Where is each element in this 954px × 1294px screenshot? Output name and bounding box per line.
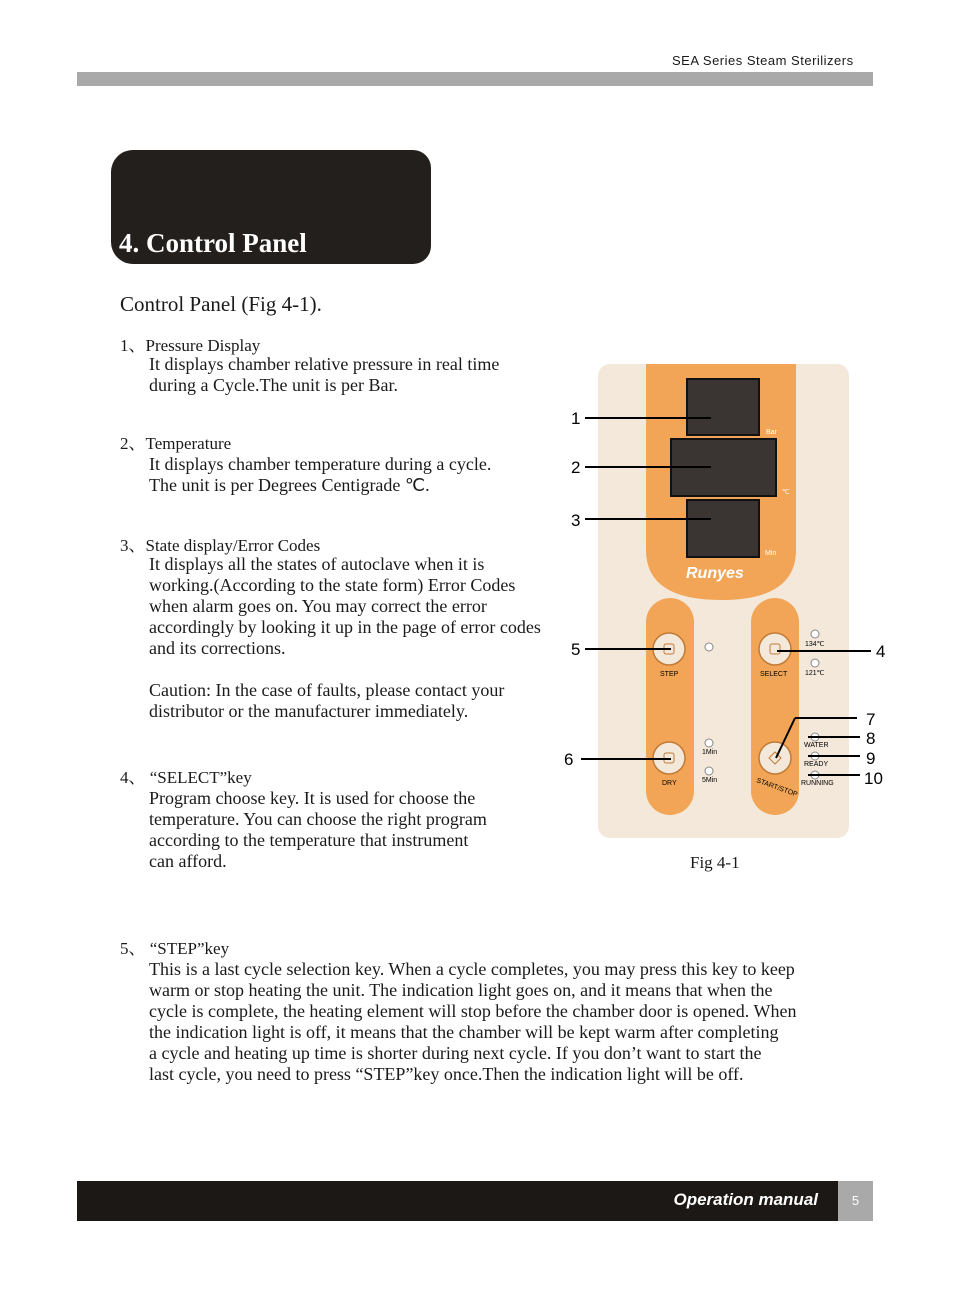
callout-1: 1: [571, 409, 581, 428]
134-indicator-led: [811, 630, 819, 638]
start-stop-key-label: START/STOP: [755, 777, 799, 799]
unit-min-label: Min: [765, 550, 777, 557]
svg-text:5Min: 5Min: [702, 777, 718, 784]
svg-text:134℃: 134℃: [805, 641, 825, 648]
item-3-body: It displays all the states of autoclave when it is working.(According to the state form) Error Codes when alarm goes on. You may correct the error accordingly by looking it up in the page of error codes and its corrections.: [149, 554, 541, 658]
start-stop-key-icon: [759, 742, 791, 774]
header-bar: [77, 72, 873, 86]
callout-9: 9: [866, 749, 876, 768]
item-3-heading: 3、State display/Error Codes: [120, 536, 321, 555]
callout-6: 6: [564, 750, 574, 769]
5min-indicator-led: [705, 767, 713, 775]
unit-bar-label: Bar: [766, 429, 777, 436]
callout-4: 4: [876, 642, 886, 661]
item-1-body: It displays chamber relative pressure in real time during a Cycle.The unit is per Bar.: [149, 354, 500, 395]
svg-text:WATER: WATER: [804, 742, 829, 749]
section-title: 4. Control Panel: [119, 228, 307, 258]
item-2-heading: 2、Temperature: [120, 434, 232, 453]
header-title: SEA Series Steam Sterilizers: [672, 53, 854, 68]
callout-2: 2: [571, 458, 581, 477]
item-2-body: It displays chamber temperature during a cycle. The unit is per Degrees Centigrade ℃.: [149, 454, 492, 495]
figure-caption: Fig 4-1: [690, 853, 740, 872]
svg-text:READY: READY: [804, 761, 829, 768]
svg-text:1Min: 1Min: [702, 749, 718, 756]
control-panel-figure: [560, 360, 900, 850]
select-key-label: SELECT: [760, 671, 788, 678]
intro-text: Control Panel (Fig 4-1).: [120, 292, 322, 316]
footer-bar: [77, 1181, 838, 1221]
1min-indicator-led: [705, 739, 713, 747]
svg-text:RUNNING: RUNNING: [801, 780, 834, 787]
callout-8: 8: [866, 729, 876, 748]
callout-5: 5: [571, 640, 581, 659]
callout-7: 7: [866, 710, 876, 729]
unit-celsius-label: ℃: [782, 489, 790, 496]
page-number: 5: [838, 1181, 873, 1221]
step-indicator-led: [705, 643, 713, 651]
section-title-box: [111, 150, 431, 264]
item-5-heading: 5、 “STEP”key: [120, 939, 230, 958]
footer-label: Operation manual: [673, 1190, 818, 1209]
item-4-heading: 4、 “SELECT”key: [120, 768, 252, 787]
select-key-icon: [759, 633, 791, 665]
svg-text:121℃: 121℃: [805, 670, 825, 677]
callout-3: 3: [571, 511, 581, 530]
item-1-heading: 1、Pressure Display: [120, 336, 261, 355]
item-3-caution: Caution: In the case of faults, please contact your distributor or the manufacturer immediately.: [149, 680, 505, 721]
121-indicator-led: [811, 659, 819, 667]
dry-key-label: DRY: [662, 780, 677, 787]
step-key-label: STEP: [660, 671, 679, 678]
brand-logo: Runyes: [686, 565, 744, 582]
callout-10: 10: [864, 769, 883, 788]
item-5-body: This is a last cycle selection key. When a cycle completes, you may press this key to keep warm or stop heating the unit. The indication light goes on, and it means that when the cycle is complete, the heating element will stop before the chamber door is opened. When the indication light is off, it means that the chamber will be kept warm after completing a cycle and heating up time is shorter during next cycle. If you don’t want to start the last cycle, you need to press “STEP”key once.Then the indication light will be off.: [149, 959, 797, 1084]
item-4-body: Program choose key. It is used for choose the temperature. You can choose the right program according to the temperature that instrument can afford.: [149, 788, 487, 871]
